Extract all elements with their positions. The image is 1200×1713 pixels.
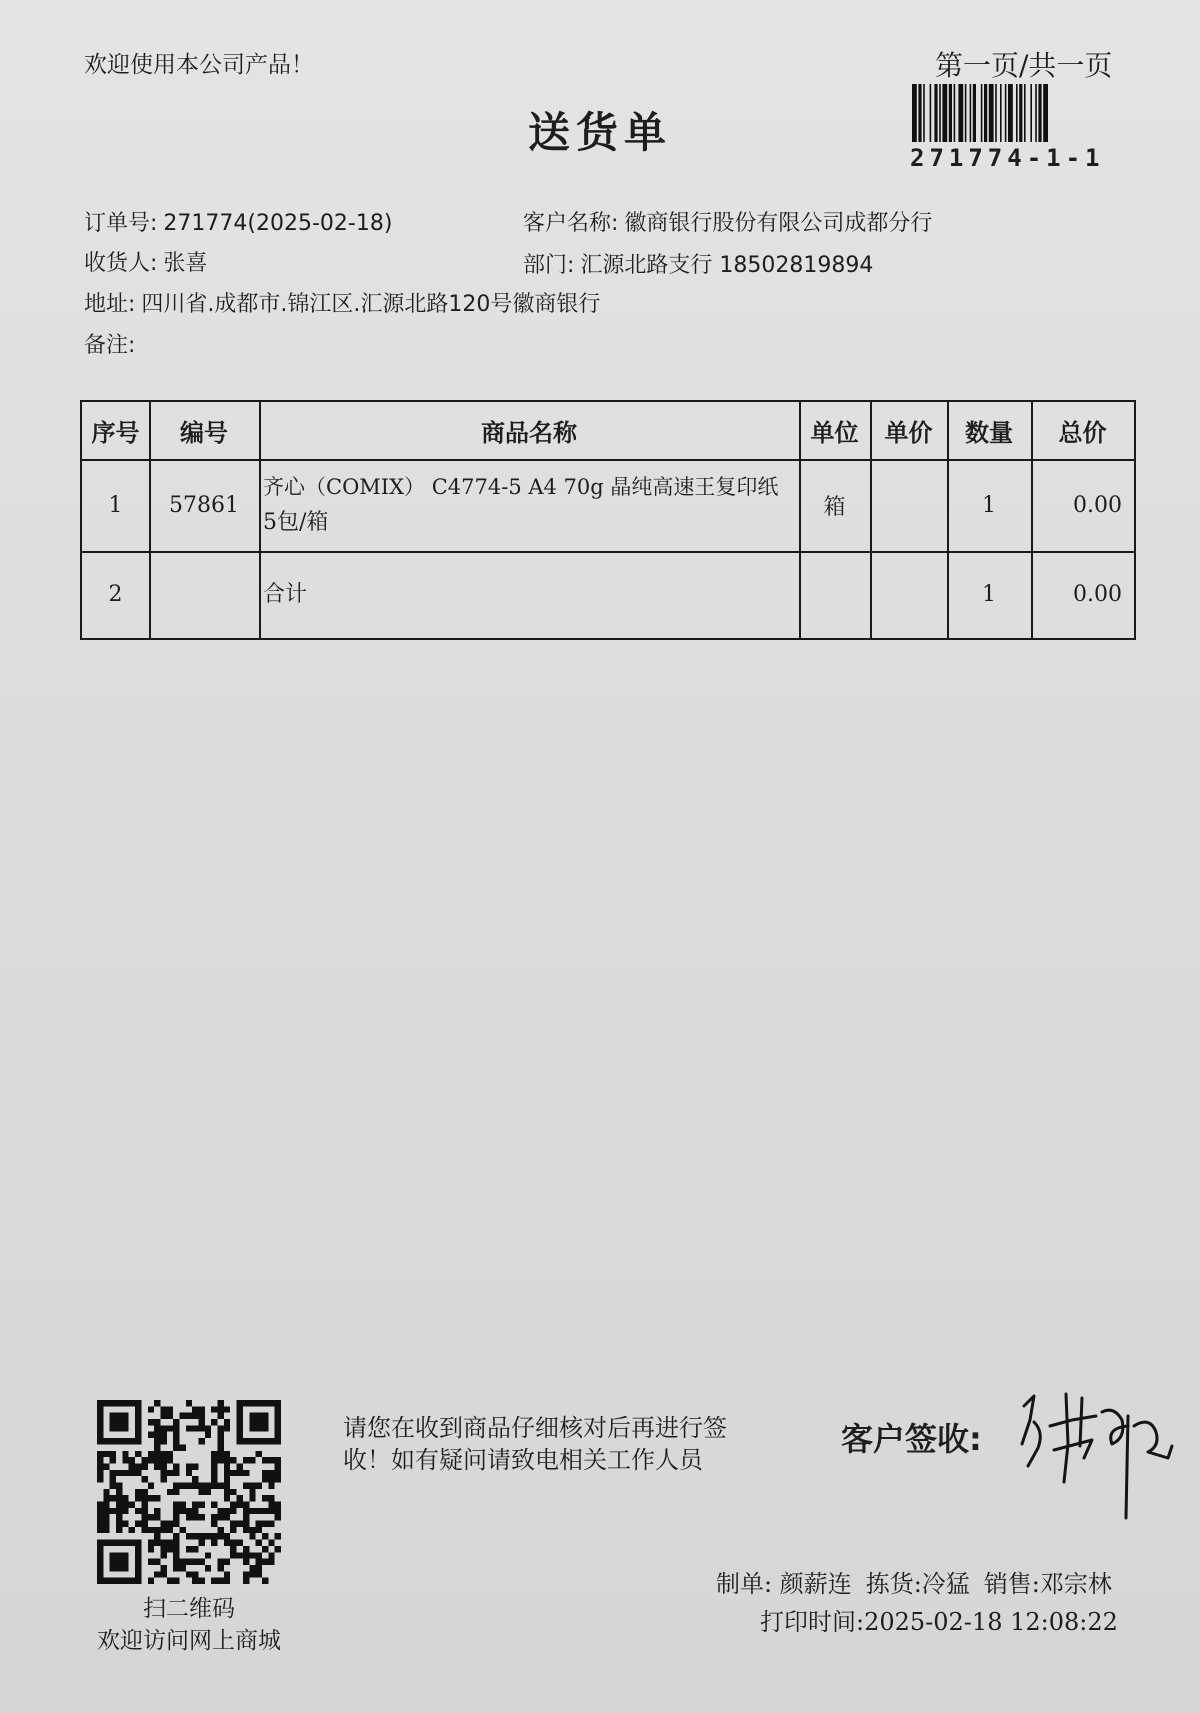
- header-product-name: 商品名称: [481, 419, 577, 447]
- barcode-number: 271774-1-1: [910, 144, 1105, 172]
- qr-caption-mall: 欢迎访问网上商城: [97, 1628, 281, 1654]
- header-unit: 单位: [810, 419, 859, 447]
- customer-value: 徽商银行股份有限公司成都分行: [624, 211, 933, 236]
- remark-label: 备注:: [84, 333, 136, 358]
- receipt-notice: 请您在收到商品仔细核对后再进行签收！如有疑问请致电相关工作人员: [343, 1414, 727, 1474]
- order-number-field: [84, 206, 392, 237]
- items-table: [80, 400, 1136, 640]
- header-quantity: 数量: [965, 419, 1013, 447]
- row1-code: 57861: [169, 492, 239, 518]
- qr-caption-scan: 扫二维码: [143, 1596, 235, 1622]
- row1-total: 0.00: [1073, 492, 1122, 518]
- row1-quantity: 1: [982, 492, 996, 518]
- row1-unit-price: [870, 459, 947, 551]
- welcome-text: 欢迎使用本公司产品！: [84, 52, 314, 78]
- customer-label: 客户名称:: [523, 211, 619, 236]
- maker-text: 制单: 颜薪连: [716, 1570, 852, 1598]
- customer-signature: [1010, 1386, 1180, 1526]
- address-field: [84, 287, 600, 318]
- row2-seq: 2: [108, 582, 123, 607]
- sales-text: 销售:邓宗林: [983, 1570, 1112, 1598]
- customer-sign-label: 客户签收:: [841, 1420, 982, 1458]
- row2-unit-price: [870, 551, 947, 638]
- row1-seq: 1: [108, 492, 123, 518]
- row1-unit: 箱: [823, 494, 846, 520]
- row2-unit: [799, 551, 870, 638]
- row2-quantity: 1: [982, 582, 996, 607]
- order-number-value: 271774(2025-02-18): [163, 211, 393, 236]
- header-unit-price: 单价: [884, 419, 933, 447]
- row2-code: [149, 551, 259, 638]
- customer-field: [523, 206, 932, 237]
- receiver-value: 张喜: [163, 251, 208, 276]
- qr-code: [97, 1400, 281, 1584]
- page-info: 第一页/共一页: [935, 49, 1113, 82]
- address-label: 地址:: [84, 292, 136, 317]
- row1-product-name-line1: 齐心（COMIX） C4774-5 A4 70g 晶纯高速王复印纸: [263, 475, 779, 499]
- picker-text: 拣货:冷猛: [865, 1570, 970, 1598]
- receiver-label: 收货人:: [84, 251, 158, 276]
- header-seq: 序号: [91, 419, 140, 447]
- department-field: [523, 248, 873, 279]
- print-time: 打印时间:2025-02-18 12:08:22: [760, 1608, 1118, 1636]
- staff-line: [716, 1564, 1126, 1599]
- header-code: 编号: [180, 419, 228, 447]
- row1-product-name: [259, 459, 799, 551]
- document-title: 送货单: [527, 108, 672, 157]
- department-value: 汇源北路支行 18502819894: [580, 253, 874, 278]
- row1-product-name-line2: 5包/箱: [263, 510, 329, 535]
- address-value: 四川省.成都市.锦江区.汇源北路120号徽商银行: [141, 292, 601, 317]
- row2-total: 0.00: [1073, 582, 1122, 607]
- header-total: 总价: [1058, 419, 1107, 447]
- department-label: 部门:: [523, 253, 575, 278]
- remark-field: [84, 328, 141, 359]
- order-number-label: 订单号:: [84, 211, 158, 236]
- receiver-field: [84, 246, 207, 277]
- row2-product-name: 合计: [263, 581, 308, 607]
